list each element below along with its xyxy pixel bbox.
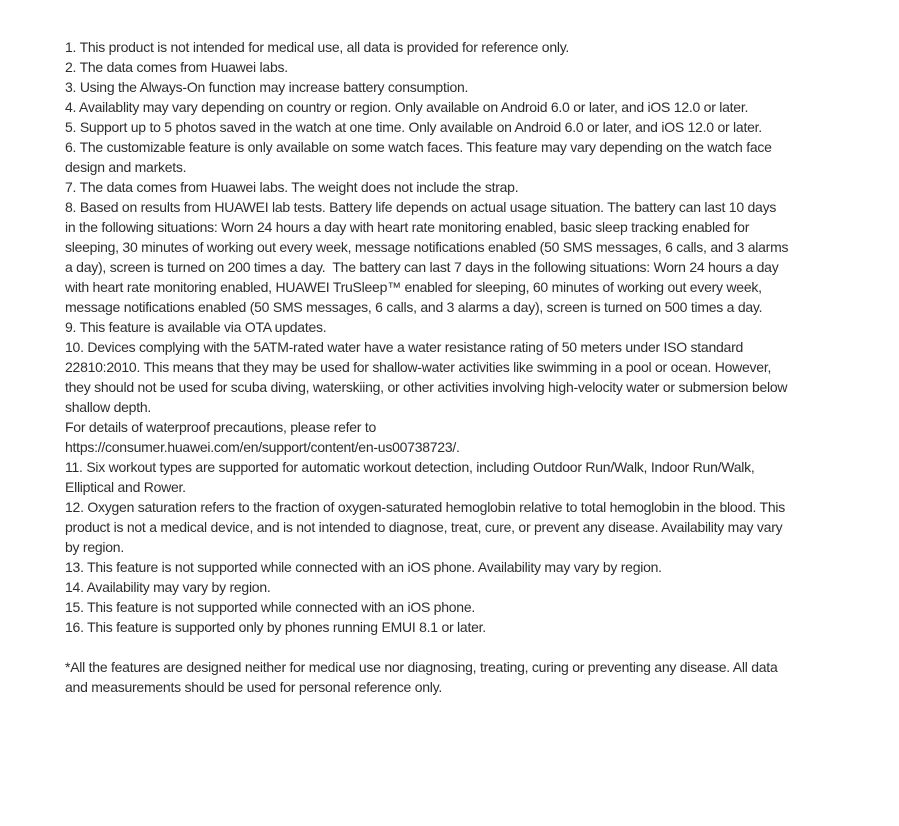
waterproof-precautions-note: For details of waterproof precautions, please refer to <box>65 419 377 435</box>
waterproof-precautions-url: https://consumer.huawei.com/en/support/content/en-us00738723/. <box>65 439 460 455</box>
footnote-14: 14. Availability may vary by region. <box>65 579 271 595</box>
footnote-8: 8. Based on results from HUAWEI lab tests. Battery life depends on actual usage situation. The battery can last 10 days in the following situations: Worn 24 hours a day with heart rate monitoring enabled, basic sleep tracking enabled for sleeping, 30 minutes of working out every week, message notifications enabled (50 SMS messages, 6 calls, and 3 alarms a day), screen is turned on 200 times a day. The battery can last 7 days in the following situations: Worn 24 hours a day with heart rate monitoring enabled, HUAWEI TruSleep™ enabled for sleeping, 60 minutes of working out every week, message notifications enabled (50 SMS messages, 6 calls, and 3 alarms a day), screen is turned on 500 times a day. <box>65 199 792 315</box>
footnote-9: 9. This feature is available via OTA updates. <box>65 319 327 335</box>
footnote-13: 13. This feature is not supported while connected with an iOS phone. Availability may vary by region. <box>65 559 662 575</box>
footnote-11: 11. Six workout types are supported for automatic workout detection, including Outdoor Run/Walk, Indoor Run/Walk, Elliptical and Rower. <box>65 459 759 495</box>
footnote-3: 3. Using the Always-On function may increase battery consumption. <box>65 79 469 95</box>
footnote-2: 2. The data comes from Huawei labs. <box>65 59 288 75</box>
footnote-5: 5. Support up to 5 photos saved in the watch at one time. Only available on Android 6.0 or later, and iOS 12.0 or later. <box>65 119 762 135</box>
footnote-16: 16. This feature is supported only by phones running EMUI 8.1 or later. <box>65 619 486 635</box>
footnote-12: 12. Oxygen saturation refers to the fraction of oxygen-saturated hemoglobin relative to total hemoglobin in the blood. This product is not a medical device, and is not intended to diagnose, treat, cure, or prevent any disease. Availability may vary by region. <box>65 499 789 555</box>
footnote-10: 10. Devices complying with the 5ATM-rated water have a water resistance rating of 50 meters under ISO standard 22810:2010. This means that they may be used for shallow-water activities like swimming in a pool or ocean. However, they should not be used for scuba diving, waterskiing, or other activities involving high-velocity water or submersion below shallow depth. <box>65 339 791 415</box>
footnote-1: 1. This product is not intended for medical use, all data is provided for reference only. <box>65 39 570 55</box>
general-disclaimer: *All the features are designed neither for medical use nor diagnosing, treating, curing or preventing any disease. All data and measurements should be used for personal reference only. <box>65 659 782 695</box>
footnote-7: 7. The data comes from Huawei labs. The weight does not include the strap. <box>65 179 519 195</box>
footnote-15: 15. This feature is not supported while connected with an iOS phone. <box>65 599 476 615</box>
footnote-6: 6. The customizable feature is only available on some watch faces. This feature may vary depending on the watch face design and markets. <box>65 139 776 175</box>
footnote-4: 4. Availablity may vary depending on country or region. Only available on Android 6.0 or later, and iOS 12.0 or later. <box>65 99 749 115</box>
